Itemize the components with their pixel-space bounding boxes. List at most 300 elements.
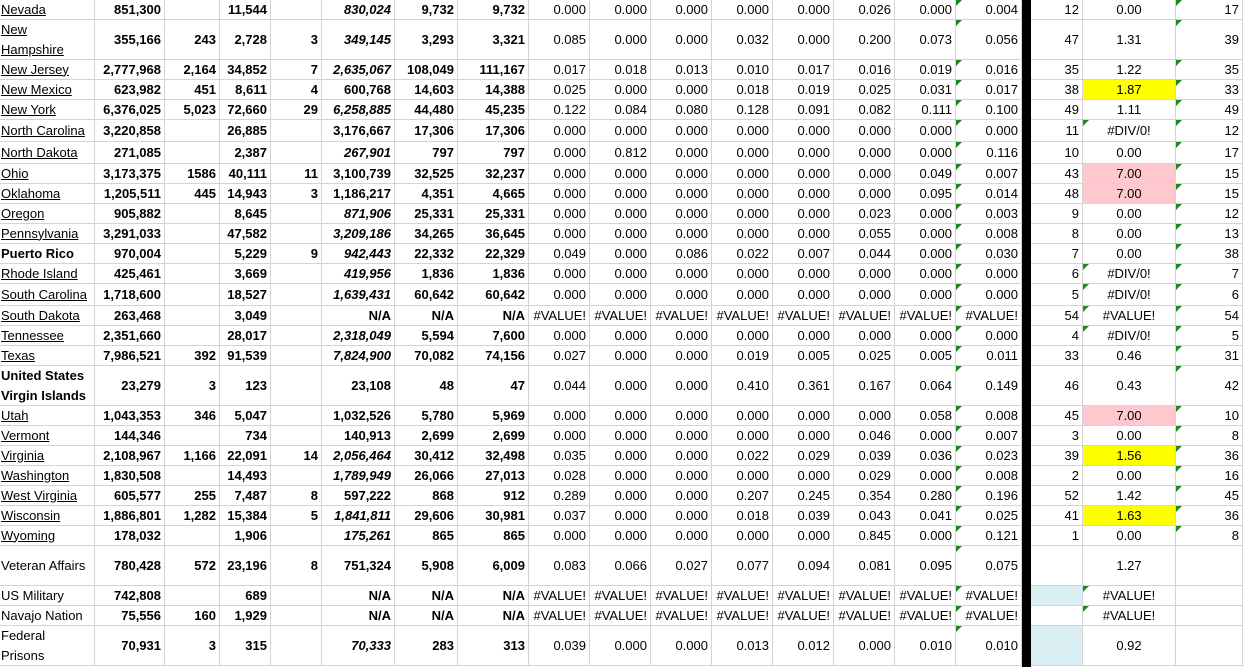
cell-name[interactable]: Tennessee bbox=[0, 326, 95, 346]
cell-rank-2[interactable]: 12 bbox=[1176, 120, 1243, 142]
cell-rate[interactable]: 0.000 bbox=[895, 426, 956, 446]
cell-rate[interactable]: 0.004 bbox=[956, 0, 1022, 20]
cell-value[interactable]: 2,318,049 bbox=[322, 326, 395, 346]
cell-rate[interactable]: #VALUE! bbox=[895, 586, 956, 606]
cell-value[interactable]: 14,493 bbox=[220, 466, 271, 486]
cell-rate[interactable]: 0.000 bbox=[895, 526, 956, 546]
cell-rate[interactable]: 0.000 bbox=[712, 426, 773, 446]
cell-value[interactable] bbox=[271, 204, 322, 224]
cell-rate[interactable]: 0.000 bbox=[590, 366, 651, 406]
cell-value[interactable]: 283 bbox=[395, 626, 458, 666]
cell-rate[interactable]: #VALUE! bbox=[834, 606, 895, 626]
cell-value[interactable]: 4,665 bbox=[458, 184, 529, 204]
cell-value[interactable]: 5,780 bbox=[395, 406, 458, 426]
cell-rate[interactable]: 0.000 bbox=[529, 120, 590, 142]
cell-rate[interactable]: 0.000 bbox=[529, 142, 590, 164]
cell-rate[interactable]: 0.000 bbox=[651, 204, 712, 224]
cell-value[interactable]: 2,728 bbox=[220, 20, 271, 60]
cell-rank[interactable]: 47 bbox=[1031, 20, 1083, 60]
cell-name[interactable]: Wisconsin bbox=[0, 506, 95, 526]
cell-rank-2[interactable]: 31 bbox=[1176, 346, 1243, 366]
cell-ratio[interactable]: 0.00 bbox=[1083, 142, 1176, 164]
cell-name[interactable]: Rhode Island bbox=[0, 264, 95, 284]
cell-rate[interactable]: 0.000 bbox=[773, 426, 834, 446]
cell-value[interactable]: N/A bbox=[458, 586, 529, 606]
cell-rate[interactable]: 0.095 bbox=[895, 546, 956, 586]
cell-rate[interactable]: 0.000 bbox=[773, 164, 834, 184]
cell-value[interactable]: 25,331 bbox=[395, 204, 458, 224]
cell-rate[interactable]: #VALUE! bbox=[529, 586, 590, 606]
cell-rate[interactable]: 0.000 bbox=[895, 224, 956, 244]
cell-rate[interactable]: 0.000 bbox=[712, 120, 773, 142]
cell-total[interactable]: 780,428 bbox=[95, 546, 165, 586]
cell-rate[interactable]: 0.026 bbox=[834, 0, 895, 20]
cell-rate[interactable]: 0.000 bbox=[895, 142, 956, 164]
cell-rank-2[interactable]: 35 bbox=[1176, 60, 1243, 80]
cell-ratio[interactable]: 0.46 bbox=[1083, 346, 1176, 366]
cell-value[interactable]: 5,229 bbox=[220, 244, 271, 264]
cell-rate[interactable]: 0.005 bbox=[895, 346, 956, 366]
cell-rate[interactable]: 0.000 bbox=[773, 284, 834, 306]
cell-rate[interactable]: 0.000 bbox=[895, 326, 956, 346]
cell-rate[interactable]: 0.000 bbox=[712, 204, 773, 224]
cell-value[interactable]: 74,156 bbox=[458, 346, 529, 366]
cell-rate[interactable]: 0.000 bbox=[773, 326, 834, 346]
cell-rate[interactable]: 0.000 bbox=[590, 466, 651, 486]
cell-value[interactable]: 751,324 bbox=[322, 546, 395, 586]
cell-value[interactable]: 14 bbox=[271, 446, 322, 466]
cell-value[interactable]: 47,582 bbox=[220, 224, 271, 244]
cell-name[interactable]: Federal Prisons bbox=[0, 626, 95, 666]
cell-rate[interactable]: 0.022 bbox=[712, 244, 773, 264]
cell-value[interactable]: 18,527 bbox=[220, 284, 271, 306]
cell-name[interactable]: Oregon bbox=[0, 204, 95, 224]
cell-rate[interactable]: #VALUE! bbox=[590, 586, 651, 606]
cell-value[interactable]: 451 bbox=[165, 80, 220, 100]
cell-rate[interactable]: 0.041 bbox=[895, 506, 956, 526]
cell-rate[interactable]: 0.025 bbox=[834, 80, 895, 100]
cell-rank-2[interactable]: 6 bbox=[1176, 284, 1243, 306]
cell-rate[interactable]: 0.000 bbox=[529, 0, 590, 20]
cell-rate[interactable]: 0.029 bbox=[834, 466, 895, 486]
cell-value[interactable]: 3 bbox=[271, 184, 322, 204]
cell-rate[interactable]: 0.000 bbox=[773, 466, 834, 486]
cell-total[interactable]: 178,032 bbox=[95, 526, 165, 546]
cell-rank[interactable]: 7 bbox=[1031, 244, 1083, 264]
cell-rate[interactable]: 0.111 bbox=[895, 100, 956, 120]
cell-value[interactable]: 9,732 bbox=[458, 0, 529, 20]
cell-name[interactable]: North Dakota bbox=[0, 142, 95, 164]
cell-value[interactable]: 14,388 bbox=[458, 80, 529, 100]
cell-value[interactable]: 1,282 bbox=[165, 506, 220, 526]
cell-value[interactable]: 6,009 bbox=[458, 546, 529, 586]
cell-total[interactable]: 605,577 bbox=[95, 486, 165, 506]
cell-rate[interactable]: #VALUE! bbox=[956, 306, 1022, 326]
cell-value[interactable]: 22,332 bbox=[395, 244, 458, 264]
cell-value[interactable] bbox=[271, 366, 322, 406]
cell-rate[interactable]: 0.122 bbox=[529, 100, 590, 120]
cell-rank[interactable]: 39 bbox=[1031, 446, 1083, 466]
cell-name[interactable]: New Jersey bbox=[0, 60, 95, 80]
cell-rate[interactable]: 0.000 bbox=[651, 284, 712, 306]
cell-rank-2[interactable]: 33 bbox=[1176, 80, 1243, 100]
cell-value[interactable]: N/A bbox=[395, 306, 458, 326]
cell-rate[interactable]: 0.000 bbox=[773, 406, 834, 426]
cell-rank-2[interactable]: 54 bbox=[1176, 306, 1243, 326]
cell-rate[interactable]: 0.000 bbox=[529, 406, 590, 426]
cell-rate[interactable]: 0.000 bbox=[590, 0, 651, 20]
cell-name[interactable]: South Carolina bbox=[0, 284, 95, 306]
cell-value[interactable]: 7,824,900 bbox=[322, 346, 395, 366]
cell-rate[interactable]: #VALUE! bbox=[651, 306, 712, 326]
cell-ratio[interactable]: 1.31 bbox=[1083, 20, 1176, 60]
cell-name[interactable]: Puerto Rico bbox=[0, 244, 95, 264]
cell-total[interactable]: 23,279 bbox=[95, 366, 165, 406]
cell-rate[interactable]: 0.000 bbox=[590, 20, 651, 60]
cell-rate[interactable]: 0.095 bbox=[895, 184, 956, 204]
cell-value[interactable]: 28,017 bbox=[220, 326, 271, 346]
cell-total[interactable]: 144,346 bbox=[95, 426, 165, 446]
cell-value[interactable] bbox=[165, 326, 220, 346]
cell-rank-2[interactable]: 45 bbox=[1176, 486, 1243, 506]
cell-value[interactable]: 2,699 bbox=[395, 426, 458, 446]
cell-rate[interactable]: 0.000 bbox=[651, 346, 712, 366]
cell-total[interactable]: 7,986,521 bbox=[95, 346, 165, 366]
cell-rate[interactable]: 0.000 bbox=[834, 120, 895, 142]
cell-value[interactable]: 572 bbox=[165, 546, 220, 586]
cell-rate[interactable]: 0.000 bbox=[590, 184, 651, 204]
cell-value[interactable]: 17,306 bbox=[395, 120, 458, 142]
cell-rate[interactable]: 0.064 bbox=[895, 366, 956, 406]
cell-rate[interactable]: 0.000 bbox=[651, 80, 712, 100]
cell-name[interactable]: Utah bbox=[0, 406, 95, 426]
cell-value[interactable] bbox=[271, 142, 322, 164]
cell-value[interactable]: 70,082 bbox=[395, 346, 458, 366]
cell-rate[interactable]: 0.013 bbox=[651, 60, 712, 80]
cell-name[interactable]: Oklahoma bbox=[0, 184, 95, 204]
cell-rank[interactable]: 33 bbox=[1031, 346, 1083, 366]
cell-value[interactable]: 5,023 bbox=[165, 100, 220, 120]
cell-name[interactable]: Veteran Affairs bbox=[0, 546, 95, 586]
cell-rate[interactable]: 0.044 bbox=[834, 244, 895, 264]
cell-rate[interactable]: 0.023 bbox=[834, 204, 895, 224]
cell-rate[interactable]: 0.000 bbox=[651, 264, 712, 284]
cell-total[interactable]: 970,004 bbox=[95, 244, 165, 264]
cell-rate[interactable]: #VALUE! bbox=[590, 606, 651, 626]
cell-total[interactable]: 623,982 bbox=[95, 80, 165, 100]
cell-rank-2[interactable]: 8 bbox=[1176, 426, 1243, 446]
cell-rank[interactable]: 49 bbox=[1031, 100, 1083, 120]
cell-value[interactable]: 27,013 bbox=[458, 466, 529, 486]
cell-ratio[interactable]: 7.00 bbox=[1083, 164, 1176, 184]
cell-rate[interactable]: 0.000 bbox=[712, 466, 773, 486]
cell-rate[interactable]: 0.000 bbox=[895, 0, 956, 20]
cell-rate[interactable]: 0.116 bbox=[956, 142, 1022, 164]
cell-rate[interactable]: 0.000 bbox=[651, 366, 712, 406]
cell-rate[interactable]: #VALUE! bbox=[895, 606, 956, 626]
cell-rate[interactable]: 0.091 bbox=[773, 100, 834, 120]
cell-ratio[interactable]: 1.56 bbox=[1083, 446, 1176, 466]
cell-rate[interactable]: 0.010 bbox=[895, 626, 956, 666]
cell-value[interactable]: 34,852 bbox=[220, 60, 271, 80]
cell-rate[interactable]: 0.000 bbox=[712, 264, 773, 284]
cell-rate[interactable]: 0.000 bbox=[834, 264, 895, 284]
cell-rate[interactable]: 0.031 bbox=[895, 80, 956, 100]
cell-rate[interactable]: 0.280 bbox=[895, 486, 956, 506]
cell-rate[interactable]: 0.035 bbox=[529, 446, 590, 466]
cell-name[interactable]: Nevada bbox=[0, 0, 95, 20]
cell-value[interactable]: 9,732 bbox=[395, 0, 458, 20]
cell-rank[interactable]: 43 bbox=[1031, 164, 1083, 184]
cell-value[interactable]: 29,606 bbox=[395, 506, 458, 526]
cell-value[interactable]: 5,969 bbox=[458, 406, 529, 426]
cell-name[interactable]: New Mexico bbox=[0, 80, 95, 100]
cell-value[interactable]: 3,176,667 bbox=[322, 120, 395, 142]
cell-rate[interactable]: 0.036 bbox=[895, 446, 956, 466]
cell-rate[interactable]: 0.025 bbox=[529, 80, 590, 100]
cell-rate[interactable]: 0.000 bbox=[712, 142, 773, 164]
cell-rate[interactable]: 0.000 bbox=[773, 526, 834, 546]
cell-rate[interactable]: 0.016 bbox=[834, 60, 895, 80]
cell-ratio[interactable]: 7.00 bbox=[1083, 184, 1176, 204]
cell-rate[interactable]: 0.017 bbox=[773, 60, 834, 80]
cell-ratio[interactable]: 1.11 bbox=[1083, 100, 1176, 120]
cell-rate[interactable]: 0.030 bbox=[956, 244, 1022, 264]
cell-value[interactable]: 7 bbox=[271, 60, 322, 80]
cell-value[interactable] bbox=[165, 120, 220, 142]
cell-value[interactable]: 11,544 bbox=[220, 0, 271, 20]
cell-value[interactable] bbox=[165, 0, 220, 20]
cell-value[interactable]: 36,645 bbox=[458, 224, 529, 244]
cell-value[interactable]: 3 bbox=[165, 366, 220, 406]
cell-value[interactable]: 865 bbox=[395, 526, 458, 546]
cell-rate[interactable]: 0.000 bbox=[590, 406, 651, 426]
cell-value[interactable]: 70,333 bbox=[322, 626, 395, 666]
cell-value[interactable]: 2,056,464 bbox=[322, 446, 395, 466]
cell-total[interactable]: 1,718,600 bbox=[95, 284, 165, 306]
cell-value[interactable] bbox=[271, 346, 322, 366]
cell-rate[interactable]: 0.000 bbox=[712, 164, 773, 184]
cell-rank[interactable]: 41 bbox=[1031, 506, 1083, 526]
cell-rate[interactable]: 0.039 bbox=[773, 506, 834, 526]
cell-value[interactable] bbox=[165, 204, 220, 224]
cell-value[interactable]: 942,443 bbox=[322, 244, 395, 264]
cell-rate[interactable]: #VALUE! bbox=[773, 606, 834, 626]
cell-rate[interactable]: 0.043 bbox=[834, 506, 895, 526]
cell-rank-2[interactable]: 38 bbox=[1176, 244, 1243, 264]
cell-rate[interactable]: 0.000 bbox=[712, 326, 773, 346]
cell-value[interactable]: 111,167 bbox=[458, 60, 529, 80]
cell-value[interactable]: 160 bbox=[165, 606, 220, 626]
cell-rate[interactable]: 0.039 bbox=[834, 446, 895, 466]
cell-name[interactable]: New York bbox=[0, 100, 95, 120]
cell-value[interactable]: 22,329 bbox=[458, 244, 529, 264]
cell-rank[interactable]: 45 bbox=[1031, 406, 1083, 426]
cell-total[interactable]: 425,461 bbox=[95, 264, 165, 284]
cell-value[interactable]: 8 bbox=[271, 486, 322, 506]
cell-rate[interactable]: #VALUE! bbox=[834, 586, 895, 606]
cell-rate[interactable]: 0.000 bbox=[773, 142, 834, 164]
cell-value[interactable]: 108,049 bbox=[395, 60, 458, 80]
cell-rate[interactable]: 0.008 bbox=[956, 224, 1022, 244]
cell-ratio[interactable]: #DIV/0! bbox=[1083, 284, 1176, 306]
cell-value[interactable]: 32,525 bbox=[395, 164, 458, 184]
cell-value[interactable]: 30,412 bbox=[395, 446, 458, 466]
cell-name[interactable]: Washington bbox=[0, 466, 95, 486]
cell-rate[interactable]: 0.000 bbox=[773, 204, 834, 224]
cell-rate[interactable]: 0.000 bbox=[529, 526, 590, 546]
cell-total[interactable]: 2,108,967 bbox=[95, 446, 165, 466]
cell-value[interactable]: 1,186,217 bbox=[322, 184, 395, 204]
cell-name[interactable]: Wyoming bbox=[0, 526, 95, 546]
cell-rate[interactable]: 0.073 bbox=[895, 20, 956, 60]
cell-rate[interactable]: 0.000 bbox=[590, 346, 651, 366]
cell-value[interactable]: N/A bbox=[395, 606, 458, 626]
cell-name[interactable]: New Hampshire bbox=[0, 20, 95, 60]
cell-rate[interactable]: #VALUE! bbox=[712, 586, 773, 606]
cell-rank-2[interactable]: 12 bbox=[1176, 204, 1243, 224]
cell-total[interactable]: 742,808 bbox=[95, 586, 165, 606]
cell-value[interactable]: 3,293 bbox=[395, 20, 458, 60]
cell-rate[interactable]: 0.055 bbox=[834, 224, 895, 244]
cell-rate[interactable]: 0.000 bbox=[712, 0, 773, 20]
cell-value[interactable] bbox=[271, 606, 322, 626]
cell-value[interactable]: 30,981 bbox=[458, 506, 529, 526]
cell-rank[interactable] bbox=[1031, 606, 1083, 626]
cell-rate[interactable]: 0.000 bbox=[773, 264, 834, 284]
cell-ratio[interactable]: 1.87 bbox=[1083, 80, 1176, 100]
cell-value[interactable]: 346 bbox=[165, 406, 220, 426]
cell-value[interactable]: 1,841,811 bbox=[322, 506, 395, 526]
cell-value[interactable]: 23,196 bbox=[220, 546, 271, 586]
cell-rate[interactable]: 0.812 bbox=[590, 142, 651, 164]
cell-rate[interactable]: 0.018 bbox=[590, 60, 651, 80]
cell-rate[interactable]: 0.000 bbox=[834, 626, 895, 666]
cell-rate[interactable]: 0.025 bbox=[834, 346, 895, 366]
cell-rate[interactable]: 0.010 bbox=[956, 626, 1022, 666]
cell-rate[interactable]: 0.075 bbox=[956, 546, 1022, 586]
cell-rank-2[interactable]: 36 bbox=[1176, 446, 1243, 466]
cell-value[interactable]: 349,145 bbox=[322, 20, 395, 60]
cell-rate[interactable]: 0.000 bbox=[712, 224, 773, 244]
cell-rate[interactable]: 0.000 bbox=[529, 426, 590, 446]
cell-rank-2[interactable]: 39 bbox=[1176, 20, 1243, 60]
cell-total[interactable]: 2,777,968 bbox=[95, 60, 165, 80]
cell-rate[interactable]: 0.014 bbox=[956, 184, 1022, 204]
cell-rate[interactable]: 0.081 bbox=[834, 546, 895, 586]
cell-value[interactable]: 48 bbox=[395, 366, 458, 406]
cell-value[interactable]: 1,032,526 bbox=[322, 406, 395, 426]
cell-rate[interactable]: 0.000 bbox=[651, 164, 712, 184]
cell-rank[interactable] bbox=[1031, 626, 1083, 666]
cell-rate[interactable]: #VALUE! bbox=[956, 606, 1022, 626]
cell-value[interactable] bbox=[271, 466, 322, 486]
cell-rate[interactable]: 0.084 bbox=[590, 100, 651, 120]
cell-value[interactable]: 14,603 bbox=[395, 80, 458, 100]
cell-value[interactable]: 25,331 bbox=[458, 204, 529, 224]
cell-value[interactable]: 40,111 bbox=[220, 164, 271, 184]
cell-value[interactable]: 5,594 bbox=[395, 326, 458, 346]
cell-total[interactable]: 3,291,033 bbox=[95, 224, 165, 244]
cell-rank[interactable]: 48 bbox=[1031, 184, 1083, 204]
cell-rate[interactable]: 0.000 bbox=[956, 264, 1022, 284]
cell-value[interactable]: 5,908 bbox=[395, 546, 458, 586]
cell-rate[interactable]: 0.000 bbox=[834, 326, 895, 346]
cell-value[interactable] bbox=[165, 426, 220, 446]
cell-value[interactable]: 4,351 bbox=[395, 184, 458, 204]
cell-value[interactable]: 32,237 bbox=[458, 164, 529, 184]
cell-rate[interactable]: 0.017 bbox=[529, 60, 590, 80]
cell-value[interactable] bbox=[271, 426, 322, 446]
cell-rate[interactable]: 0.008 bbox=[956, 466, 1022, 486]
cell-value[interactable]: 7,600 bbox=[458, 326, 529, 346]
cell-rate[interactable]: 0.000 bbox=[651, 466, 712, 486]
cell-value[interactable]: N/A bbox=[322, 606, 395, 626]
cell-value[interactable] bbox=[165, 264, 220, 284]
cell-rank-2[interactable]: 13 bbox=[1176, 224, 1243, 244]
cell-value[interactable]: 734 bbox=[220, 426, 271, 446]
cell-rate[interactable]: 0.019 bbox=[895, 60, 956, 80]
cell-rate[interactable]: 0.039 bbox=[529, 626, 590, 666]
cell-rank[interactable]: 54 bbox=[1031, 306, 1083, 326]
cell-rate[interactable]: 0.000 bbox=[590, 224, 651, 244]
cell-rate[interactable]: 0.000 bbox=[773, 0, 834, 20]
cell-rate[interactable]: 0.000 bbox=[712, 526, 773, 546]
cell-rank-2[interactable]: 15 bbox=[1176, 164, 1243, 184]
cell-rate[interactable]: #VALUE! bbox=[651, 586, 712, 606]
cell-rate[interactable]: 0.000 bbox=[773, 224, 834, 244]
cell-name[interactable]: South Dakota bbox=[0, 306, 95, 326]
cell-ratio[interactable]: 0.00 bbox=[1083, 0, 1176, 20]
cell-value[interactable] bbox=[271, 120, 322, 142]
cell-rank[interactable]: 38 bbox=[1031, 80, 1083, 100]
cell-value[interactable]: 689 bbox=[220, 586, 271, 606]
cell-rate[interactable]: 0.000 bbox=[834, 142, 895, 164]
cell-rate[interactable]: #VALUE! bbox=[712, 306, 773, 326]
cell-ratio[interactable]: 1.22 bbox=[1083, 60, 1176, 80]
cell-total[interactable]: 3,220,858 bbox=[95, 120, 165, 142]
cell-name[interactable]: Vermont bbox=[0, 426, 95, 446]
cell-value[interactable]: 45,235 bbox=[458, 100, 529, 120]
cell-rank[interactable]: 35 bbox=[1031, 60, 1083, 80]
cell-ratio[interactable]: 0.00 bbox=[1083, 426, 1176, 446]
cell-value[interactable]: 1586 bbox=[165, 164, 220, 184]
cell-value[interactable]: 5,047 bbox=[220, 406, 271, 426]
cell-rate[interactable]: 0.007 bbox=[956, 164, 1022, 184]
cell-rate[interactable]: 0.000 bbox=[895, 120, 956, 142]
cell-value[interactable] bbox=[165, 284, 220, 306]
cell-value[interactable]: 1,789,949 bbox=[322, 466, 395, 486]
cell-value[interactable]: 267,901 bbox=[322, 142, 395, 164]
cell-value[interactable]: 912 bbox=[458, 486, 529, 506]
cell-value[interactable]: 8 bbox=[271, 546, 322, 586]
cell-rate[interactable]: 0.056 bbox=[956, 20, 1022, 60]
cell-value[interactable]: 1,929 bbox=[220, 606, 271, 626]
cell-value[interactable]: 3,209,186 bbox=[322, 224, 395, 244]
cell-value[interactable]: 22,091 bbox=[220, 446, 271, 466]
cell-rate[interactable]: 0.289 bbox=[529, 486, 590, 506]
cell-rate[interactable]: 0.012 bbox=[773, 626, 834, 666]
cell-rate[interactable]: 0.022 bbox=[712, 446, 773, 466]
cell-value[interactable]: 3,321 bbox=[458, 20, 529, 60]
cell-rate[interactable]: 0.000 bbox=[895, 466, 956, 486]
cell-rank-2[interactable]: 8 bbox=[1176, 526, 1243, 546]
cell-ratio[interactable]: 1.27 bbox=[1083, 546, 1176, 586]
cell-total[interactable]: 905,882 bbox=[95, 204, 165, 224]
cell-value[interactable]: 315 bbox=[220, 626, 271, 666]
cell-value[interactable]: 597,222 bbox=[322, 486, 395, 506]
cell-total[interactable]: 1,886,801 bbox=[95, 506, 165, 526]
